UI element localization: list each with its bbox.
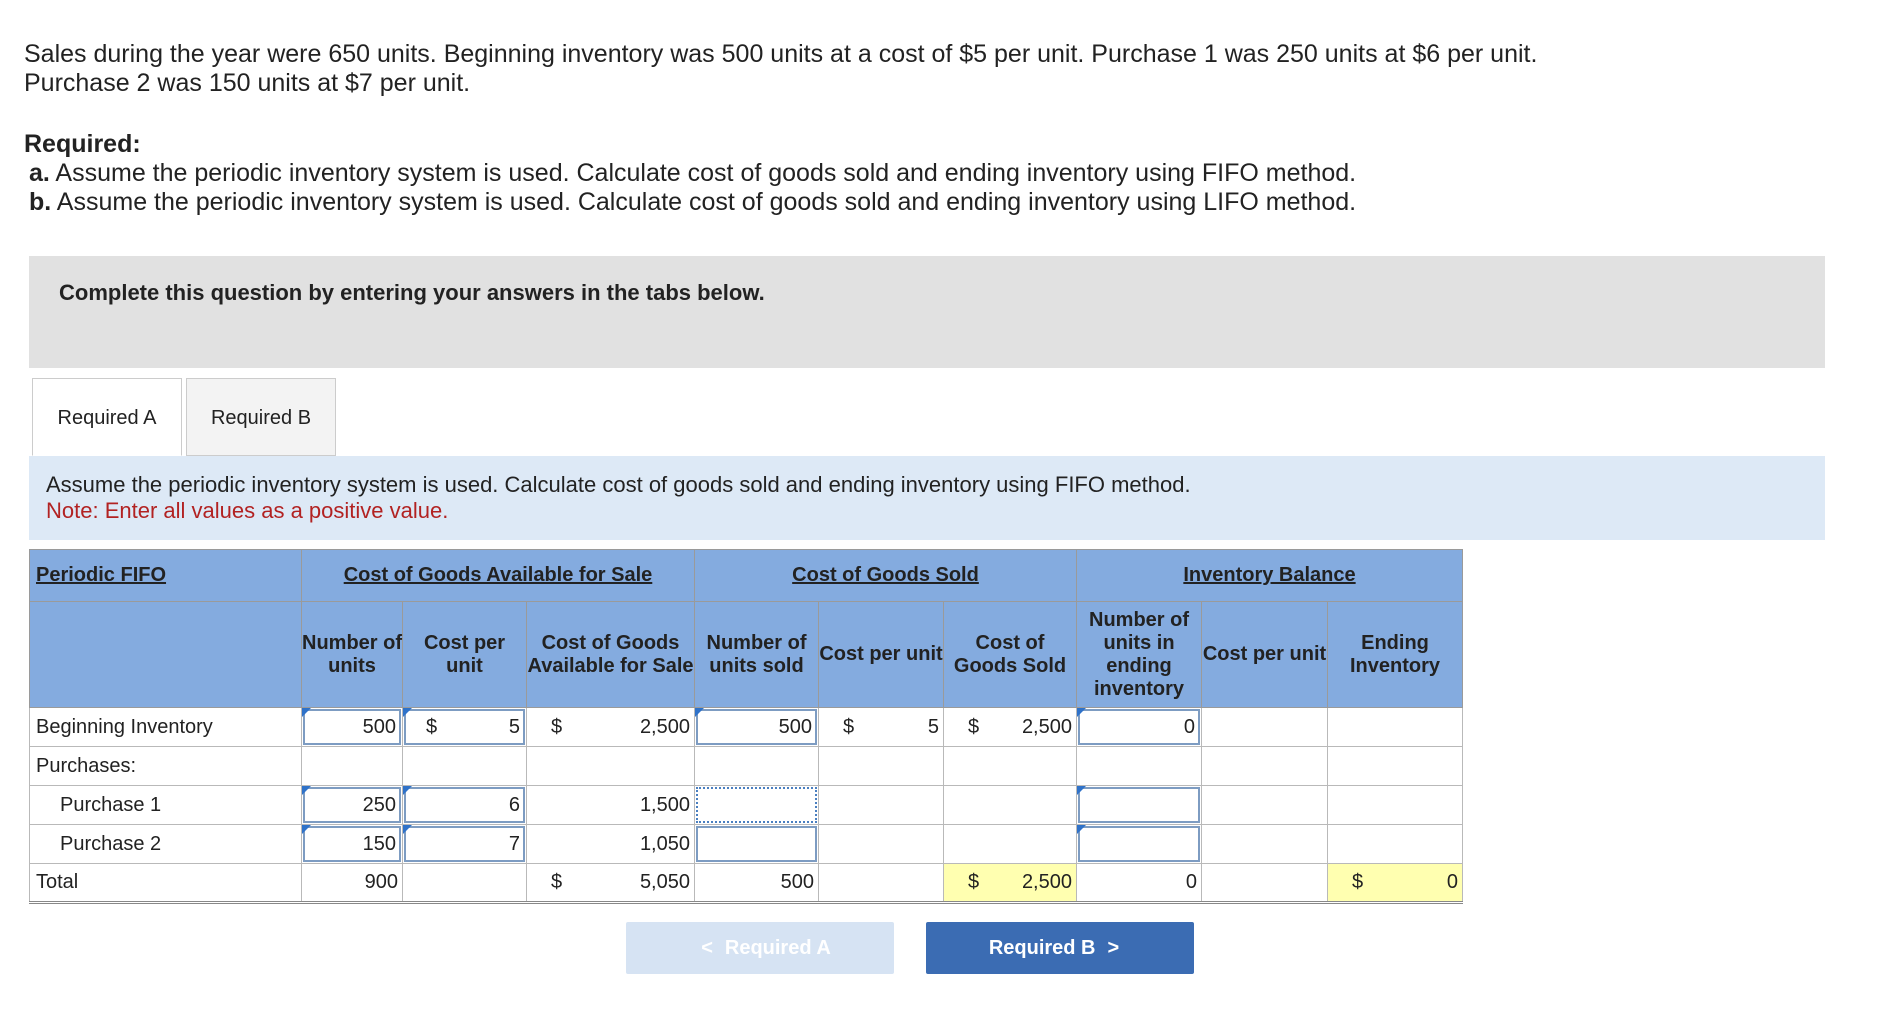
chevron-left-icon: <	[701, 937, 713, 959]
empty-cell	[1202, 786, 1328, 825]
empty-cell	[1202, 747, 1328, 786]
purchase2-end-units-cell	[1077, 825, 1202, 864]
total-avail-cogas-value: 5,050	[639, 871, 690, 893]
table-title	[30, 550, 302, 602]
next-tab-button[interactable]	[926, 922, 1194, 974]
col-sold-units: Number of units sold	[695, 602, 819, 708]
group-header-row	[30, 550, 1463, 602]
total-sold-cogs-value: 2,500	[1021, 871, 1072, 893]
currency-symbol: $	[551, 871, 563, 893]
table-row-purchases	[30, 747, 1463, 786]
tab-info-panel	[29, 456, 1825, 540]
table-row-purchase-2	[30, 825, 1463, 864]
input-flag-icon	[695, 708, 704, 717]
col-avail-cost-per-unit: Cost per unit	[403, 602, 527, 708]
row-label: Purchase 1	[30, 786, 302, 825]
row-label: Beginning Inventory	[30, 708, 302, 747]
total-end-units: 0	[1077, 864, 1202, 903]
group-header-sold-text: Cost of Goods Sold	[792, 564, 979, 586]
requirement-b-text: Assume the periodic inventory system is used. Calculate cost of goods sold and ending inventory using LIFO method.	[51, 188, 1357, 216]
total-sold-units: 500	[695, 864, 819, 903]
problem-statement: Sales during the year were 650 units. Beginning inventory was 500 units at a cost of $5 per unit. Purchase 1 was 250 units at $6 per unit. Purchase 2 was 150 units at $7 per unit.	[24, 40, 1538, 97]
next-tab-label: Required B	[988, 937, 1096, 959]
total-end-inventory-cell	[1328, 864, 1463, 903]
beginning-avail-cogas-cell	[527, 708, 695, 747]
input-flag-icon	[403, 825, 412, 834]
purchase1-avail-units-input[interactable]: 250	[303, 787, 401, 823]
empty-cell	[1328, 786, 1463, 825]
currency-symbol: $	[968, 715, 980, 738]
col-avail-cogas: Cost of Goods Available for Sale	[527, 602, 695, 708]
purchase2-sold-units-input[interactable]	[696, 826, 817, 862]
purchase2-sold-units-cell	[695, 825, 819, 864]
input-flag-icon	[302, 786, 311, 795]
col-end-cost-per-unit: Cost per unit	[1202, 602, 1328, 708]
input-flag-icon	[1077, 708, 1086, 717]
tab-required-b[interactable]: Required B	[186, 378, 336, 456]
purchase2-avail-cogas: 1,050	[527, 825, 695, 864]
required-title: Required:	[24, 130, 141, 158]
group-header-sold	[695, 550, 1077, 602]
total-end-inventory-value: 0	[1446, 871, 1458, 893]
instruction-text: Complete this question by entering your answers in the tabs below.	[59, 280, 765, 305]
purchase2-avail-units-cell	[302, 825, 403, 864]
empty-cell	[403, 747, 527, 786]
group-header-available	[302, 550, 695, 602]
beginning-sold-cogs-cell	[944, 708, 1077, 747]
purchase2-avail-cost-cell	[403, 825, 527, 864]
table-title-text: Periodic FIFO	[36, 564, 167, 586]
empty-cell	[302, 747, 403, 786]
requirements	[24, 130, 1356, 217]
empty-cell	[695, 747, 819, 786]
empty-cell	[944, 825, 1077, 864]
beginning-avail-cogas-content	[527, 708, 694, 746]
input-flag-icon	[302, 708, 311, 717]
empty-cell	[1328, 825, 1463, 864]
empty-cell	[1202, 864, 1328, 903]
group-header-available-text: Cost of Goods Available for Sale	[343, 564, 653, 586]
requirement-b	[24, 188, 1356, 217]
beginning-sold-cost-value: 5	[927, 715, 939, 738]
purchase1-sold-units-cell	[695, 786, 819, 825]
row-label: Purchases:	[30, 747, 302, 786]
beginning-sold-cogs-content	[944, 708, 1076, 746]
total-avail-cogas-cell	[527, 864, 695, 903]
table-row-beginning-inventory	[30, 708, 1463, 747]
purchase1-end-units-input[interactable]	[1078, 787, 1200, 823]
requirement-a	[24, 159, 1356, 188]
empty-cell	[1077, 747, 1202, 786]
column-header-blank	[30, 602, 302, 708]
row-label: Purchase 2	[30, 825, 302, 864]
beginning-avail-units-input[interactable]: 500	[303, 709, 401, 745]
beginning-sold-cogs-value: 2,500	[1021, 715, 1072, 738]
requirement-b-prefix: b.	[29, 188, 52, 216]
total-sold-cogs-content	[944, 864, 1076, 901]
col-avail-units: Number of units	[302, 602, 403, 708]
chevron-right-icon: >	[1107, 937, 1120, 959]
purchase1-avail-cost-input[interactable]: 6	[404, 787, 525, 823]
empty-cell	[819, 825, 944, 864]
empty-cell	[819, 786, 944, 825]
prev-tab-button[interactable]	[626, 922, 894, 974]
beginning-avail-cost-cell	[403, 708, 527, 747]
col-sold-cogs: Cost of Goods Sold	[944, 602, 1077, 708]
beginning-sold-units-cell	[695, 708, 819, 747]
panel-instruction: Assume the periodic inventory system is used. Calculate cost of goods sold and ending inventory using FIFO method.	[46, 472, 1191, 497]
beginning-avail-cogas-value: 2,500	[639, 715, 690, 738]
group-header-balance-text: Inventory Balance	[1183, 564, 1356, 586]
purchase1-sold-units-input[interactable]	[696, 787, 817, 823]
beginning-avail-cost-value: 5	[508, 715, 520, 738]
empty-cell	[1202, 825, 1328, 864]
periodic-fifo-table	[29, 549, 1463, 904]
prev-tab-label: Required A	[724, 937, 831, 959]
beginning-end-cost-cell	[1202, 708, 1328, 747]
input-flag-icon	[403, 786, 412, 795]
empty-cell	[944, 747, 1077, 786]
total-sold-cogs-cell	[944, 864, 1077, 903]
col-end-units: Number of units in ending inventory	[1077, 602, 1202, 708]
group-header-balance	[1077, 550, 1463, 602]
purchase1-end-units-cell	[1077, 786, 1202, 825]
currency-symbol: $	[1352, 871, 1364, 893]
requirement-a-text: Assume the periodic inventory system is used. Calculate cost of goods sold and ending inventory using FIFO method.	[49, 159, 1357, 187]
purchase2-avail-units-input[interactable]: 150	[303, 826, 401, 862]
panel-note: Note: Enter all values as a positive value.	[46, 498, 449, 523]
beginning-sold-cost-cell	[819, 708, 944, 747]
beginning-end-inventory-cell	[1328, 708, 1463, 747]
instruction-box	[29, 256, 1825, 368]
currency-symbol: $	[843, 715, 855, 738]
total-avail-cogas-content	[527, 864, 694, 901]
requirement-a-prefix: a.	[29, 159, 50, 187]
input-flag-icon	[1077, 825, 1086, 834]
empty-cell	[1328, 747, 1463, 786]
table-row-purchase-1	[30, 786, 1463, 825]
beginning-sold-cost-content	[819, 708, 943, 746]
purchase1-avail-cost-cell	[403, 786, 527, 825]
beginning-avail-units-cell	[302, 708, 403, 747]
column-header-row	[30, 602, 1463, 708]
beginning-avail-cost-input[interactable]	[404, 709, 525, 745]
col-sold-cost-per-unit: Cost per unit	[819, 602, 944, 708]
beginning-end-units-cell	[1077, 708, 1202, 747]
beginning-sold-units-input[interactable]: 500	[696, 709, 817, 745]
purchase2-end-units-input[interactable]	[1078, 826, 1200, 862]
tab-required-a[interactable]: Required A	[32, 378, 182, 456]
purchase1-avail-units-cell	[302, 786, 403, 825]
col-end-inventory: Ending Inventory	[1328, 602, 1463, 708]
table-row-total	[30, 864, 1463, 903]
purchase2-avail-cost-input[interactable]: 7	[404, 826, 525, 862]
empty-cell	[819, 747, 944, 786]
purchase1-avail-cogas: 1,500	[527, 786, 695, 825]
total-end-inventory-content	[1328, 864, 1462, 901]
input-flag-icon	[403, 708, 412, 717]
currency-symbol: $	[968, 871, 980, 893]
empty-cell	[944, 786, 1077, 825]
currency-symbol: $	[426, 715, 438, 738]
beginning-end-units-input[interactable]: 0	[1078, 709, 1200, 745]
row-label: Total	[30, 864, 302, 903]
empty-cell	[403, 864, 527, 903]
total-avail-units: 900	[302, 864, 403, 903]
input-flag-icon	[1077, 786, 1086, 795]
currency-symbol: $	[551, 715, 563, 738]
input-flag-icon	[302, 825, 311, 834]
empty-cell	[819, 864, 944, 903]
empty-cell	[527, 747, 695, 786]
